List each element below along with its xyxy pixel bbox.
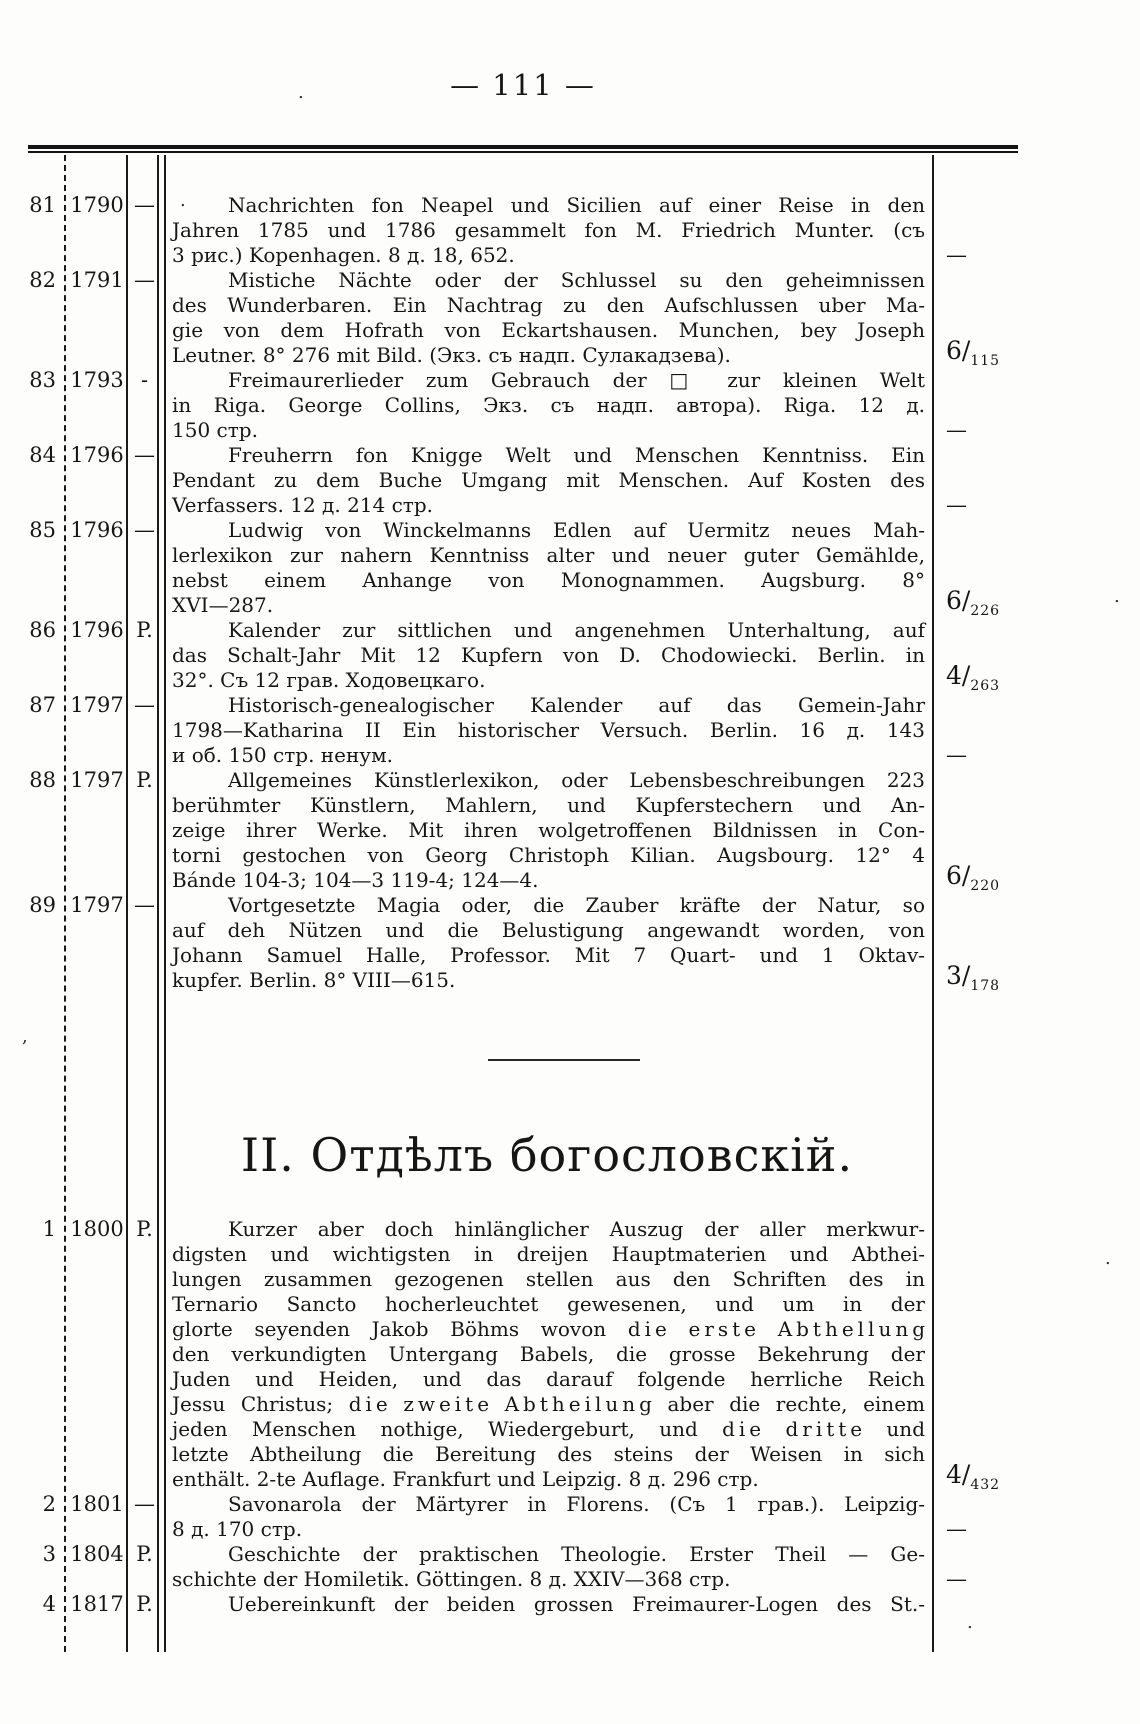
entry-text-cell — [161, 693, 933, 768]
text-line: Jahren 1785 und 1786 gesammelt fon M. Friedrich Munter. (съ — [172, 218, 925, 242]
text-line: Uebereinkunft der beiden grossen Freimaurer-Logen des St.- — [228, 1592, 925, 1616]
entry-year-cell: 1796 — [70, 518, 124, 542]
text-line: XVI—287. — [172, 593, 274, 617]
section-divider — [488, 1059, 640, 1061]
entry-text-cell — [161, 268, 933, 368]
speck-mark: . — [1114, 586, 1120, 607]
text-line: Vortgesetzte Magia oder, die Zauber kräfte der Natur, so — [228, 893, 925, 917]
entry-row — [28, 1217, 1015, 1492]
margin-dash: — — [946, 1567, 967, 1591]
entry-mark-cell: P. — [136, 618, 153, 642]
entry-row — [28, 893, 1015, 993]
entry-row — [28, 368, 1015, 443]
text-line: Allgemeines Künstlerlexikon, oder Lebensbeschreibungen 223 — [228, 768, 925, 792]
entry-text-cell — [161, 518, 933, 618]
entry-text-cell — [161, 1492, 933, 1542]
entry-year-cell: 1791 — [70, 268, 124, 292]
text-line: Jessu Christus; d i e z w e i t e A b t h e i l u n g aber die rechte, einem — [172, 1392, 925, 1416]
margin-fraction: $3/_{178}$ — [946, 961, 1001, 994]
entry-row — [28, 518, 1015, 618]
entry-mark-cell: — — [134, 1492, 155, 1516]
entry-margin-cell — [933, 963, 1015, 993]
text-line: enthält. 2-te Auflage. Frankfurt und Leipzig. 8 д. 296 стр. — [172, 1467, 759, 1491]
entry-row — [28, 190, 1015, 268]
text-line: Geschichte der praktischen Theologie. Erster Theil — Ge- — [228, 1542, 925, 1566]
entry-mark-cell: — — [134, 893, 155, 917]
entry-year-cell: 1797 — [70, 693, 124, 717]
text-line: Mistiche Nächte oder der Schlussel su den geheimnissen — [228, 268, 925, 292]
entry-number-cell: 84 — [29, 443, 56, 467]
entry-year-cell: 1801 — [70, 1492, 124, 1516]
entry-mark-cell: — — [134, 518, 155, 542]
text-line: Savonarola der Märtyrer in Florens. (Съ 1 грав.). Leipzig- — [228, 1492, 925, 1516]
entries-top — [28, 190, 1015, 994]
entry-margin-cell — [933, 1517, 1015, 1542]
text-line: 8 д. 170 стр. — [172, 1517, 303, 1541]
entry-text-cell — [161, 893, 933, 993]
entry-margin-cell — [933, 588, 1015, 618]
text-line: kupfer. Berlin. 8° VIII—615. — [172, 968, 456, 992]
text-line: den verkundigten Untergang Babels, die grosse Bekehrung der — [172, 1342, 925, 1366]
entry-margin-cell — [933, 338, 1015, 368]
entry-row — [28, 1592, 1015, 1617]
page-number: — 111 — — [450, 68, 596, 102]
text-line: Kalender zur sittlichen und angenehmen Unterhaltung, auf — [228, 618, 925, 642]
entry-row — [28, 693, 1015, 768]
text-line: lungen zusammen gezogenen stellen aus den Schriften des in — [172, 1267, 925, 1291]
margin-dash: — — [946, 743, 967, 767]
text-line: 3 рис.) Kopenhagen. 8 д. 18, 652. — [172, 243, 515, 267]
margin-fraction: $6/_{220}$ — [946, 861, 1001, 894]
entry-number-cell: 82 — [29, 268, 56, 292]
entry-number-cell: 83 — [29, 368, 56, 392]
entry-mark-cell: P. — [136, 768, 153, 792]
text-line: Juden und Heiden, und das darauf folgende herrliche Reich — [172, 1367, 925, 1391]
margin-dash: — — [946, 493, 967, 517]
entry-number-cell: 4 — [42, 1592, 56, 1616]
entry-number-cell: 2 — [42, 1492, 56, 1516]
text-line: Verfassers. 12 д. 214 стр. — [172, 493, 434, 517]
margin-dash: — — [946, 1517, 967, 1541]
entry-mark-cell: — — [134, 268, 155, 292]
text-line: berühmter Künstlern, Mahlern, und Kupferstechern und An- — [172, 793, 925, 817]
margin-dash: — — [946, 418, 967, 442]
entry-row — [28, 268, 1015, 368]
entry-text-cell — [161, 368, 933, 443]
text-line: nebst einem Anhange von Monognammen. Augsburg. 8° — [172, 568, 925, 592]
text-line: Freimaurerlieder zum Gebrauch der □ zur kleinen Welt — [228, 368, 925, 392]
entry-number-cell: 1 — [42, 1217, 56, 1241]
entry-text-cell — [161, 443, 933, 518]
entry-number-cell: 88 — [29, 768, 56, 792]
entry-text-cell — [161, 768, 933, 893]
text-line: torni gestochen von Georg Christoph Kilian. Augsbourg. 12° 4 — [172, 843, 925, 867]
header-rule-thin — [28, 151, 1018, 153]
text-line: digsten und wichtigsten in dreijen Hauptmaterien und Abthei- — [172, 1242, 925, 1266]
entry-mark-cell: — — [134, 693, 155, 717]
entry-year-cell: 1817 — [70, 1592, 124, 1616]
text-line: Ternario Sancto hocherleuchtet gewesenen, und um in der — [172, 1292, 925, 1316]
text-line: zeige ihrer Werke. Mit ihren wolgetroffenen Bildnissen in Con- — [172, 818, 925, 842]
entries-bottom — [28, 1217, 1015, 1617]
entry-year-cell: 1790 — [70, 193, 124, 217]
entry-margin-cell — [933, 743, 1015, 768]
entry-year-cell: 1797 — [70, 893, 124, 917]
entry-margin-cell — [933, 418, 1015, 443]
catalog-column — [28, 190, 1015, 1617]
speck-mark: . — [180, 190, 186, 211]
entry-number-cell: 89 — [29, 893, 56, 917]
text-line: glorte seyenden Jakob Böhms wovon d i e e r s t e A b t h e l l u n g — [172, 1317, 925, 1341]
entry-number-cell: 81 — [29, 193, 56, 217]
section-heading-row — [28, 1119, 933, 1191]
text-line: Kurzer aber doch hinlänglicher Auszug der aller merkwur- — [228, 1217, 925, 1241]
section-heading: II. Отдѣлъ богословскій. — [240, 1128, 854, 1182]
text-line: auf deh Nützen und die Belustigung angewandt worden, von — [172, 918, 925, 942]
entry-text-cell — [161, 190, 933, 268]
text-line: lerlexikon zur nahern Kenntniss alter und neuer guter Gemählde, — [172, 543, 925, 567]
entry-row — [28, 1542, 1015, 1592]
speck-mark: . — [298, 82, 304, 103]
text-line: 150 стр. — [172, 418, 258, 442]
margin-fraction: $6/_{115}$ — [946, 336, 1001, 369]
text-line: das Schalt-Jahr Mit 12 Kupfern von D. Chodowiecki. Berlin. in — [172, 643, 925, 667]
text-line: jeden Menschen nothige, Wiedergeburt, und d i e d r i t t e und — [172, 1417, 925, 1441]
text-line: Freuherrn fon Knigge Welt und Menschen Kenntniss. Ein — [228, 443, 925, 467]
entry-text-cell — [161, 1542, 933, 1592]
entry-row — [28, 443, 1015, 518]
text-line: Ludwig von Winckelmanns Edlen auf Uermitz neues Mah- — [228, 518, 925, 542]
entry-margin-cell — [933, 243, 1015, 268]
entry-text-cell — [161, 1592, 933, 1617]
text-line: des Wunderbaren. Ein Nachtrag zu den Aufschlussen uber Ma- — [172, 293, 925, 317]
entry-text-cell — [161, 1217, 933, 1492]
entry-text-cell — [161, 618, 933, 693]
entry-mark-cell: P. — [136, 1592, 153, 1616]
text-line: и об. 150 стр. ненум. — [172, 743, 393, 767]
entry-margin-cell — [933, 493, 1015, 518]
entry-number-cell: 3 — [42, 1542, 56, 1566]
text-line: Historisch-genealogischer Kalender auf das Gemein-Jahr — [228, 693, 925, 717]
margin-fraction: $6/_{226}$ — [946, 586, 1001, 619]
margin-fraction: $4/_{263}$ — [946, 661, 1001, 694]
entry-margin-cell — [933, 663, 1015, 693]
text-line: Pendant zu dem Buche Umgang mit Menschen. Auf Kosten des — [172, 468, 925, 492]
entry-number-cell: 85 — [29, 518, 56, 542]
text-line: schichte der Homiletik. Göttingen. 8 д. XXIV—368 стр. — [172, 1567, 731, 1591]
text-line: 32°. Съ 12 грав. Ходовецкаго. — [172, 668, 486, 692]
entry-row — [28, 1492, 1015, 1542]
entry-mark-cell: - — [140, 368, 149, 392]
entry-number-cell: 87 — [29, 693, 56, 717]
entry-mark-cell: — — [134, 193, 155, 217]
entry-year-cell: 1793 — [70, 368, 124, 392]
entry-margin-cell — [933, 1462, 1015, 1492]
entry-year-cell: 1800 — [70, 1217, 124, 1241]
text-line: Bánde 104-3; 104—3 119-4; 124—4. — [172, 868, 539, 892]
entry-margin-cell — [933, 863, 1015, 893]
entry-margin-cell — [933, 1567, 1015, 1592]
entry-row — [28, 618, 1015, 693]
entry-mark-cell: — — [134, 443, 155, 467]
entry-year-cell: 1804 — [70, 1542, 124, 1566]
text-line: Johann Samuel Halle, Professor. Mit 7 Quart- und 1 Oktav- — [172, 943, 925, 967]
speck-mark: . — [967, 1612, 973, 1633]
text-line: Leutner. 8° 276 mit Bild. (Экз. съ надп. Сулакадзева). — [172, 343, 731, 367]
text-line: gie von dem Hofrath von Eckartshausen. Munchen, bey Joseph — [172, 318, 925, 342]
header-rule-thick — [28, 145, 1018, 149]
entry-year-cell: 1796 — [70, 618, 124, 642]
entry-year-cell: 1796 — [70, 443, 124, 467]
text-line: Nachrichten fon Neapel und Sicilien auf einer Reise in den — [228, 193, 925, 217]
speck-mark: . — [1105, 1248, 1111, 1269]
entry-row — [28, 768, 1015, 893]
entry-mark-cell: P. — [136, 1217, 153, 1241]
speck-mark: , — [22, 1026, 28, 1047]
text-line: in Riga. George Collins, Экз. съ надп. автора). Riga. 12 д. — [172, 393, 925, 417]
entry-year-cell: 1797 — [70, 768, 124, 792]
entry-number-cell: 86 — [29, 618, 56, 642]
entry-mark-cell: P. — [136, 1542, 153, 1566]
text-line: letzte Abtheilung die Bereitung des steins der Weisen in sich — [172, 1442, 925, 1466]
margin-fraction: $4/_{432}$ — [946, 1460, 1001, 1493]
text-line: 1798—Katharina II Ein historischer Versuch. Berlin. 16 д. 143 — [172, 718, 925, 742]
margin-dash: — — [946, 243, 967, 267]
